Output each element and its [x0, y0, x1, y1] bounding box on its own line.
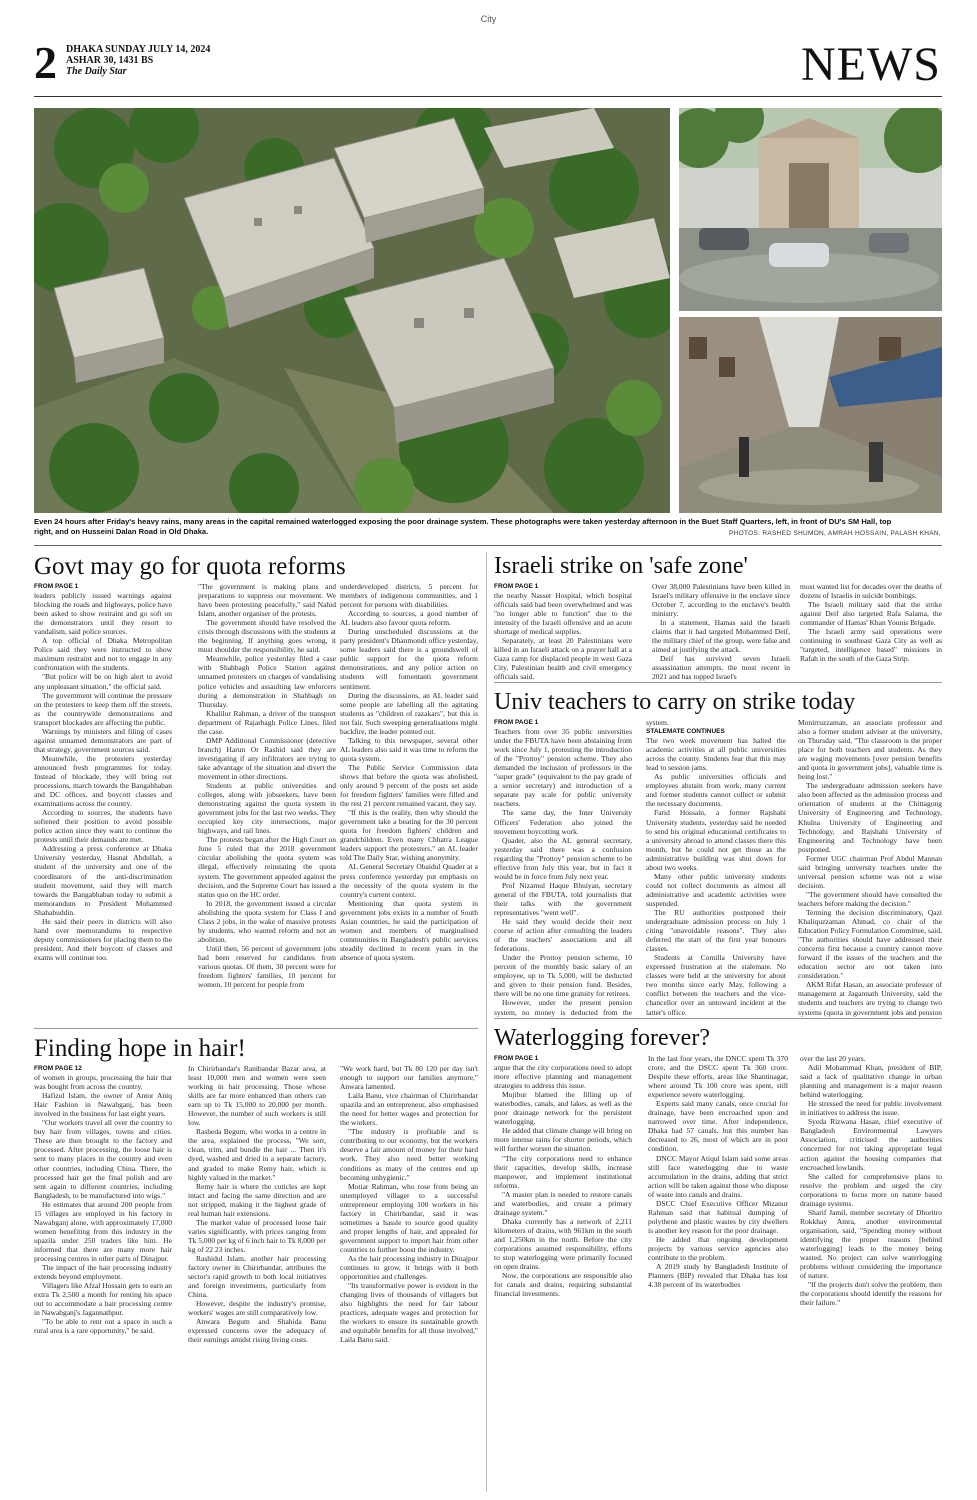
paragraph: Meanwhile, police yesterday filed a case with Shahbagh Police Station against unnamed protesters on charges of vandalising police vehicles and assaulting law enforcers during a demonstration in Shahbagh on Thursday.	[198, 654, 336, 709]
photo-caption: Even 24 hours after Friday's heavy rains, many areas in the capital remained waterlogged exposing the poor drainage system. These photographs were taken yesterday afternoon in the Buet Staff Quarters, left, in front of DU's SM Hall, top right, and on Husseini Dalan Road in Old Dhaka.	[34, 517, 892, 536]
headline-quota: Govt may go for quota reforms	[34, 553, 346, 580]
paragraph: In 2018, the government issued a circular abolishing the quota system for Class I and Class 2 jobs, in the wake of massive protests by students, who wanted reform and not an abolition.	[198, 898, 336, 944]
paragraph: Former UGC chairman Prof Abdul Mannan said bringing university teachers under the universal pension scheme was not a wise decision.	[798, 853, 942, 890]
paragraph: As public universities officials and employees abstain from work, many current and former students cannot collect or submit the necessary documents.	[646, 772, 786, 809]
paragraph: AL General Secretary Obaidul Quader at a press conference yesterday put emphasis on the necessity of the quota system in the country's current context.	[340, 862, 478, 899]
paragraph: Students at public universities and colleges, along with jobseekers, have been demonstrating against the quota system in government jobs for the last two weeks. They occupied key city intersections, major highways, and rail lines.	[198, 781, 336, 836]
paragraph: According to sources, the students have softened their position to avoid possible police action since they want to continue the protests until their demands are met.	[34, 808, 172, 845]
paragraph: The government will continue the pressure on the protesters to keep them off the streets, as the countrywide demonstrations and transport blockades are affecting the public.	[34, 690, 172, 727]
caption-rule	[34, 545, 942, 546]
teachers-col-2-body	[646, 736, 786, 1018]
teachers-col-1	[494, 718, 632, 1018]
paragraph: Rasheda Begum, who works in a centre in the area, explained the process, "We sort, clean, trim, and bundle the hair ... Then it's dyed, washed and dried in a separate factory, and graded to make Remy hair, which is highly valued in the market."	[188, 1127, 326, 1182]
paragraph: Over 38,000 Palestinians have been killed in Israel's military offensive in the enclave since October 7, according to the enclave's health ministry.	[652, 582, 790, 619]
quota-col-2	[198, 582, 336, 1028]
paragraph: Prof Nizamul Haque Bhuiyan, secretary general of the FBUTA, told journalists that their talks with the government representatives "went well".	[494, 880, 632, 917]
israel-col-3	[800, 582, 942, 682]
paragraph: Khalilur Rahman, a driver of the transport department of Rajarbagh Police Lines, filed the case.	[198, 708, 336, 736]
paragraph: He added that climate change will bring on more intense rains for shorter periods, which will further worsen the situation.	[494, 1126, 632, 1154]
hair-col-2	[188, 1064, 326, 1492]
paragraph: "If this is the reality, then why should the government take a beating for the 30 percent quota for freedom fighters' children and grandchildren. Even many Chhatra League leaders support the protesters," an AL leader told The Daily Star, wishing anonymity.	[340, 808, 478, 863]
paragraph: In a statement, Hamas said the Israeli claims that it had targeted Mohammed Deif, the military chief of the group, were false and aimed at justifying the attack.	[652, 618, 790, 655]
paragraph: He said their peers in districts will also hand over memorandums to respective deputy commissioners for placing them to the president. And their boycott of classes and exams will continue too.	[34, 916, 172, 962]
hair-col-3-body	[340, 1064, 478, 1344]
paragraph: The Israeli military said that the strike against Deif also targeted Rafa Salama, the commander of Hamas' Khan Younis Brigade.	[800, 600, 942, 628]
old-dhaka-street-image	[679, 317, 942, 513]
paragraph: Monirruzzaman, an associate professor and also a former student adviser at the university, on Thursday said, "The classroom is the proper place for both teachers and students. As they are waging movements [over pension benefits and quota in government jobs], valuable time is being lost."	[798, 718, 942, 782]
paragraph: Adil Mohammad Khan, president of BIP, said a lack of qualitative change in urban planning and management is a major reason behind waterlogging.	[800, 1063, 942, 1100]
paragraph: He added that ongoing development projects by various service agencies also contribute to the problem.	[648, 1234, 788, 1263]
teachers-col-2	[646, 718, 786, 1018]
paragraph: DSCC Chief Executive Officer Mizanur Rahman said that habitual dumping of polythene and plastic wastes by city dwellers is another key reason for the poor drainage.	[648, 1198, 788, 1235]
israel-col-3-body	[800, 582, 942, 663]
paragraph: The two week movement has halted the academic activities at all public universities across the county. Students fear that this may lead to session jams.	[646, 736, 786, 773]
paragraph: Separately, at least 20 Palestinians were killed in an Israeli attack on a prayer hall at a Gaza camp for displaced people in west Gaza City, Palestinian health and civil emergency officials said.	[494, 636, 632, 682]
paragraph: Under the Prottoy pension scheme, 10 percent of the monthly basic salary of an employee, up to Tk 5,000, will be deducted and given to their pension fund. Besides, there will be no one time gratuity for retirees.	[494, 953, 632, 999]
paragraph: the nearby Nasser Hospital, which hospital officials said had been overwhelmed and was "no longer able to function" due to the intensity of the Israeli offensive and an acute shortage of medical supplies.	[494, 591, 632, 637]
paragraph: Students at Comilla University have expressed frustration at the stalemate. No classes were held at the university for about two months since early May, following a conflict between the teachers and the vice-chancellor over an untoward incident at the latter's office.	[646, 953, 786, 1017]
paragraph: The undergraduate admission seekers have also been affected as the admission process and orientation of students at the Chittagong University of Engineering and Technology, Khulna University of Engineering and Technology, and Rajshahi University of Engineering and Technology have been postponed.	[798, 781, 942, 854]
paragraph: The same day, the Inter University Officers' Federation also joined the movement boycotting work.	[494, 808, 632, 836]
paragraph: As the hair processing industry in Dinajpur continues to grow, it brings with it both opportunities and challenges.	[340, 1253, 478, 1282]
quota-col-1-body	[34, 591, 172, 962]
quota-col-2-body	[198, 582, 336, 989]
section-label: City	[480, 14, 497, 24]
column-divider	[486, 552, 487, 1492]
hair-col-1-body	[34, 1073, 172, 1335]
paragraph: He said they would decide their next course of action after consulting the leaders of the teachers' associations and all federations.	[494, 917, 632, 954]
quota-col-3	[340, 582, 478, 1028]
paragraph: "The government is making plans and preparations to suppress our movement. We have been protesting peacefully," said Nahid Islam, another organiser of the protests.	[198, 582, 336, 619]
water-col-3	[800, 1054, 942, 1492]
paragraph: However, despite the industry's promise, workers' wages are still comparatively low.	[188, 1299, 326, 1318]
paragraph: of women in groups, processing the hair that was bought from across the country.	[34, 1073, 172, 1092]
paragraph: most wanted list for decades over the deaths of dozens of Israelis in suicide bombings.	[800, 582, 942, 601]
headline-hair: Finding hope in hair!	[34, 1035, 246, 1062]
israel-col-1-body	[494, 591, 632, 681]
article-rule	[494, 1018, 942, 1019]
paragraph: The RU authorities postponed their undergraduate admission process on July 1 citing "unavoidable reasons". They also deferred the start of the first year honours classes.	[646, 907, 786, 954]
paragraph: underdeveloped districts, 5 percent for members of indigenous communities, and 1 percent for persons with disabilities.	[340, 582, 478, 610]
paragraph: "The industry is profitable and is contributing to our economy, but the workers deserve a fair amount of money for their hard work. They also need better working conditions as many of the centres end up becoming unhygienic."	[340, 1127, 478, 1182]
headline-teachers: Univ teachers to carry on strike today	[494, 689, 856, 715]
israel-col-2-body	[652, 582, 790, 682]
hair-col-3	[340, 1064, 478, 1492]
paragraph: The government should have resolved the crisis through discussions with the students at the beginning. If anything goes wrong, it must shoulder the responsibility, he said.	[198, 618, 336, 655]
paragraph: "If the projects don't solve the problem, then the corporations should identify the reasons for their failure."	[800, 1280, 942, 1308]
sm-hall-image	[679, 108, 942, 311]
paragraph: The protests began after the High Court on June 5 ruled that the 2018 government circular abolishing the quota system was illegal, effectively reinstating the quota system. The government appealed against the decision, and the Supreme Court has issued a status quo on the HC order.	[198, 835, 336, 899]
teachers-col-1-body	[494, 727, 632, 1018]
paragraph: "The government should have consulted the teachers before making the decision."	[798, 889, 942, 908]
main-photo-aerial-flood	[34, 108, 670, 513]
hair-col-1	[34, 1064, 172, 1492]
paragraph: The Israeli army said operations were continuing in southeast Gaza City as well as "targeted, intelligence based" missions in Rafah in the south of the Gaza Strip.	[800, 627, 942, 664]
paragraph: During unscheduled discussions at the party president's Dhanmondi office yesterday, some leaders said there is a groundswell of public support for the quota reform demonstrations, and any police action on students will fomentanti government sentiment.	[340, 627, 478, 691]
israel-col-1	[494, 582, 632, 682]
teachers-col-3	[798, 718, 942, 1018]
paragraph: Addressing a press conference at Dhaka University yesterday, Hasnat Abdullah, a student of the university and one of the coordinators of the anti-discrimination student movement, said they will march towards the Bangabhaban today to submit a memorandum to President Mohammed Shahabuddin.	[34, 844, 172, 917]
paragraph: Villagers like Afzal Hossain gets to earn an extra Tk 2,500 a month for renting his space out to accommodate a hair processing centre in Nawabganj's Jagannathpur.	[34, 1281, 172, 1318]
water-col-3-body	[800, 1054, 942, 1307]
paragraph: "To be able to rent out a space in such a rural area is a rare opportunity," he said.	[34, 1317, 172, 1336]
teachers-col-2a-body	[646, 718, 786, 727]
paragraph: DMP Additional Commissioner (detective branch) Harun Or Rashid said they are investigating if any infiltrators are trying to take advantage of the situation and divert the movement in other directions.	[198, 735, 336, 781]
paragraph: Until then, 56 percent of government jobs had been reserved for candidates from various quotas. Of them, 30 percent were for freedom fighters' families, 10 percent for women, 10 percent for people from	[198, 943, 336, 990]
paragraph: Remy hair is where the cuticles are kept intact and facing the same direction and are not stripped, making it the highest grade of real human hair extensions.	[188, 1181, 326, 1218]
paragraph: "Our workers travel all over the country to buy hair from villages, towns and cities. These are then brought to the factory and processed. After processing, the loose hair is sent to many places in the country and even other countries, including China. There, the processed hair get the final polish and are sent again to different countries, including Bangladesh, to be manufactured into wigs."	[34, 1118, 172, 1200]
paragraph: He estimates that around 200 people from 15 villages are employed in his factory in Nawabganj alone, with approximately 17,000 women benefiting from this industry in the upazila under 250 traders like him. He informed that there are many more hair processing centres in other parts of Dinajpur.	[34, 1199, 172, 1263]
paragraph: The Public Service Commission data shows that before the quota was abolished, only around 9 percent of the posts set aside for freedom fighters' families were filled and the rest 21 percent remained vacant, they say.	[340, 762, 478, 809]
paragraph: Anwara Begum and Shahida Banu expressed concerns over the adequacy of their earnings amidst rising living costs.	[188, 1317, 326, 1345]
paragraph: system.	[646, 718, 669, 727]
hair-col-2-body	[188, 1064, 326, 1344]
paragraph: Mentioning that quota system in government jobs exists in a number of South Asian countries, he said the participation of women and members of marginalised communities in Bangladesh's public services steadily declined in recent years in the absence of quota system.	[340, 898, 478, 962]
paragraph: Hafizul Islam, the owner of Antor Aniq Hair Fashion in Nawabganj, has been involved in the business for last eight years.	[34, 1091, 172, 1119]
paragraph: "Its transformative power is evident in the changing lives of thousands of villagers but also highlights the need for fair labour practices, adequate wages and protection for the workers to ensure its sustainable growth and equitable benefits for all those involved," Laila Banu said.	[340, 1281, 478, 1345]
paragraph: Experts said many canals, once crucial for drainage, have been encroached upon and narrowed over time. After independence, Dhaka had 57 canals, but this number has decreased to 26, most of which are in poor condition.	[648, 1099, 788, 1154]
water-col-1-body	[494, 1063, 632, 1298]
paragraph: "We work hard, but Tk 80 120 per day isn't enough to support our families anymore," Anwara lamented.	[340, 1064, 478, 1092]
paragraph: A 2019 study by Bangladesh Institute of Planners (BIP) revealed that Dhaka has lost 4.38 percent of its waterbodies	[648, 1262, 788, 1290]
quota-col-1	[34, 582, 172, 1028]
paragraph: Quader, also the AL general secretary, yesterday said there was a confusion regarding the "Prottoy" pension scheme to be effective from July this year, but in fact it would be in force from July next year.	[494, 835, 632, 881]
paragraph: Warnings by ministers and filing of cases against unnamed demonstrators are part of that strategy, government sources said.	[34, 726, 172, 754]
photo-husseini-dalan-road	[679, 317, 942, 513]
headline-waterlogging: Waterlogging forever?	[494, 1025, 710, 1051]
paragraph: Sharif Jamil, member secretary of Dhoritro Rokkhay Amra, another environmental organisation, said, "Spending money without identifying the proper reasons [behind waterlogging] leads to the money being wasted. No project can solve waterlogging problems without considering the importance of nature.	[800, 1207, 942, 1281]
masthead-rule	[34, 96, 942, 97]
kicker: FROM PAGE 1	[34, 583, 79, 590]
paragraph: Laila Banu, vice chairman of Chirirbandar upazila and an entrepreneur, also emphasised the need for better wages and protection for the workers.	[340, 1091, 478, 1128]
paragraph: Mujibur blamed the filling up of waterbodies, canals, and lakes, as well as the poor drainage network for the persistent waterlogging.	[494, 1090, 632, 1127]
paragraph: During the discussions, an AL leader said some people are labelling all the agitating students as "children of razakars", but this is not fair. Such sweeping generalisations might backfire, the leader pointed out.	[340, 690, 478, 736]
paragraph: Farid Hossain, a former Rajshahi University students, yesterday said he needed to send his original educational certificates to a university abroad to attend classes there this month, but he could not get those as the administrative building was shut down for about two weeks.	[646, 808, 786, 872]
paragraph: The impact of the hair processing industry extends beyond employment.	[34, 1263, 172, 1282]
subhead: STALEMATE CONTINUES	[646, 728, 725, 736]
dateline-block	[66, 44, 210, 77]
aerial-flood-image	[34, 108, 670, 513]
kicker: FROM PAGE 1	[494, 719, 539, 726]
date-line: DHAKA SUNDAY JULY 14, 2024	[66, 44, 211, 55]
paragraph: According to sources, a good number of AL leaders also favour quota reform.	[340, 609, 478, 628]
teachers-col-3-body	[798, 718, 942, 1018]
paragraph: Now, the corporations are responsible also for canals and drains, requiring substantial financial investments.	[494, 1271, 632, 1299]
photo-credit: PHOTOS: RASHED SHUMON, AMRAH HOSSAIN, PALASH KHAN,	[729, 530, 941, 537]
paragraph: A top official of Dhaka Metropolitan Police said they were instructed to show maximum restraint and not to engage in any confrontation with the students.	[34, 636, 172, 673]
kicker: FROM PAGE 1	[494, 583, 539, 590]
photo-sm-hall-gate	[679, 108, 942, 311]
paragraph: In Chirirbandar's Ranibandar Bazar area, at least 10,000 men and women were seen working in hair processing. Those whose skills are far more enhanced than others can earn up to Tk 15,000 to 20,000 per month. However, the number of such workers is still low.	[188, 1064, 326, 1128]
quota-col-3-body	[340, 582, 478, 962]
article-rule	[494, 682, 942, 683]
section-title: NEWS	[801, 38, 941, 91]
paragraph: Talking to this newspaper, several other AL leaders also said it was time to reform the quota system.	[340, 735, 478, 763]
page-number: 2	[34, 37, 57, 88]
water-col-2	[648, 1054, 788, 1492]
paragraph: "The city corporations need to enhance their capacities, develop skills, increase manpower, and implement institutional reforms.	[494, 1153, 632, 1190]
paragraph: DNCC Mayor Atiqul Islam said some areas still face waterlogging due to waste accumulation in the drains, adding that strict action will be taken against those who dispose of waste into canals and drains.	[648, 1153, 788, 1199]
paper-logo: The Daily Star	[66, 66, 127, 77]
paragraph: Motiar Rahman, who rose from being an unemployed villager to a successful entrepreneur employing 100 workers in his factory in Chirirbandar, said it was sometimes a hassle to source good quality and proper lengths of hair, and appealed for government support to import hair from other countries to further boost the industry.	[340, 1181, 478, 1254]
paragraph: Meanwhile, the protesters yesterday announced fresh programmes for today. Instead of blockade, they will bring out processions, march towards the Bangabhaban and DC offices, and boycott classes and examinations across the country.	[34, 753, 172, 809]
paragraph: She called for comprehensive plans to resolve the problem and urged the city corporations to focus more on nature based drainage systems.	[800, 1171, 942, 1208]
paragraph: "But police will be on high alert to avoid any unpleasant situation," the official said.	[34, 672, 172, 691]
paragraph: argue that the city corporations need to adopt more effective planning and management strategies to address this issue.	[494, 1063, 632, 1091]
paragraph: The market value of processed loose hair varies significantly, with prices ranging from Tk 5,000 per kg of 6 inch hair to Tk 8,000 per kg of 22 23 inches.	[188, 1217, 326, 1254]
paragraph: "A master plan is needed to restore canals and waterbodies, and create a primary drainage system."	[494, 1189, 632, 1217]
paragraph: AKM Rifat Hasan, an associate professor of management at Jagannath University, said the students and teachers are trying to change two systems (quota in government jobs and pension	[798, 980, 942, 1017]
paragraph: Terming the decision discriminatory, Qazi Khaliquzzaman Ahmad, co chair of the Education Policy Formulation Committee, said, "The authorities should have addressed their concerns first because a country cannot move forward if the issues of the teachers and the education sector are not taken into consideration."	[798, 907, 942, 981]
article-rule	[34, 1028, 478, 1029]
paragraph: Deif has survived seven Israeli assassination attempts, the most recent in 2021 and has topped Israel's	[652, 654, 790, 682]
paragraph: He stressed the need for public involvement in initiatives to address the issue.	[800, 1099, 942, 1118]
paragraph: Rashidul Islam, another hair processing factory owner in Chirirbandar, attributes the sector's rapid growth to both local initiatives and foreign investments, particularly from China.	[188, 1253, 326, 1300]
paragraph: In the last four years, the DNCC spent Tk 370 crore, and the DSCC spent Tk 360 crore. Despite these efforts, areas like Shantinagar, where around Tk 100 crore was spent, still experience severe waterlogging.	[648, 1054, 788, 1100]
paragraph: However, under the present pension system, no money is deducted from the	[494, 998, 632, 1017]
bangla-date: ASHAR 30, 1431 BS	[66, 55, 154, 66]
paragraph: Dhaka currently has a network of 2,211 kilometers of drains, with 961km in the south and 1,250km in the north. Before the city corporations assumed responsibility, efforts to stop waterlogging were primarily focused on open drains.	[494, 1216, 632, 1272]
paragraph: Syeda Rizwana Hasan, chief executive of Bangladesh Environmental Lawyers Association, criticised the authorities concerned for not taking appropriate legal action against the housing companies that encroached lowlands.	[800, 1117, 942, 1172]
water-col-1	[494, 1054, 632, 1492]
paragraph: over the last 20 years.	[800, 1054, 866, 1063]
kicker: FROM PAGE 12	[34, 1065, 82, 1072]
israel-col-2	[652, 582, 790, 682]
paragraph: leaders publicly issued warnings against blocking the roads and highways, police have been asked to show restraint and go soft on the demonstrators until they resort to vandalism, said police sources.	[34, 591, 172, 637]
water-col-2-body	[648, 1054, 788, 1289]
paragraph: Teachers from over 35 public universities under the FBUTA have been abstaining from work since July 1, protesting the introduction of the "Prottoy" pension scheme. They also demanded the inclusion of professors in the "super grade" (equivalent to the pay grade of a senior secretary) and introduction of a separate pay scale for public university teachers.	[494, 727, 632, 809]
headline-israel: Israeli strike on 'safe zone'	[494, 553, 748, 579]
paragraph: Many other public university students could not collect documents as almost all administrative and academic activities were suspended.	[646, 871, 786, 908]
kicker: FROM PAGE 1	[494, 1055, 539, 1062]
